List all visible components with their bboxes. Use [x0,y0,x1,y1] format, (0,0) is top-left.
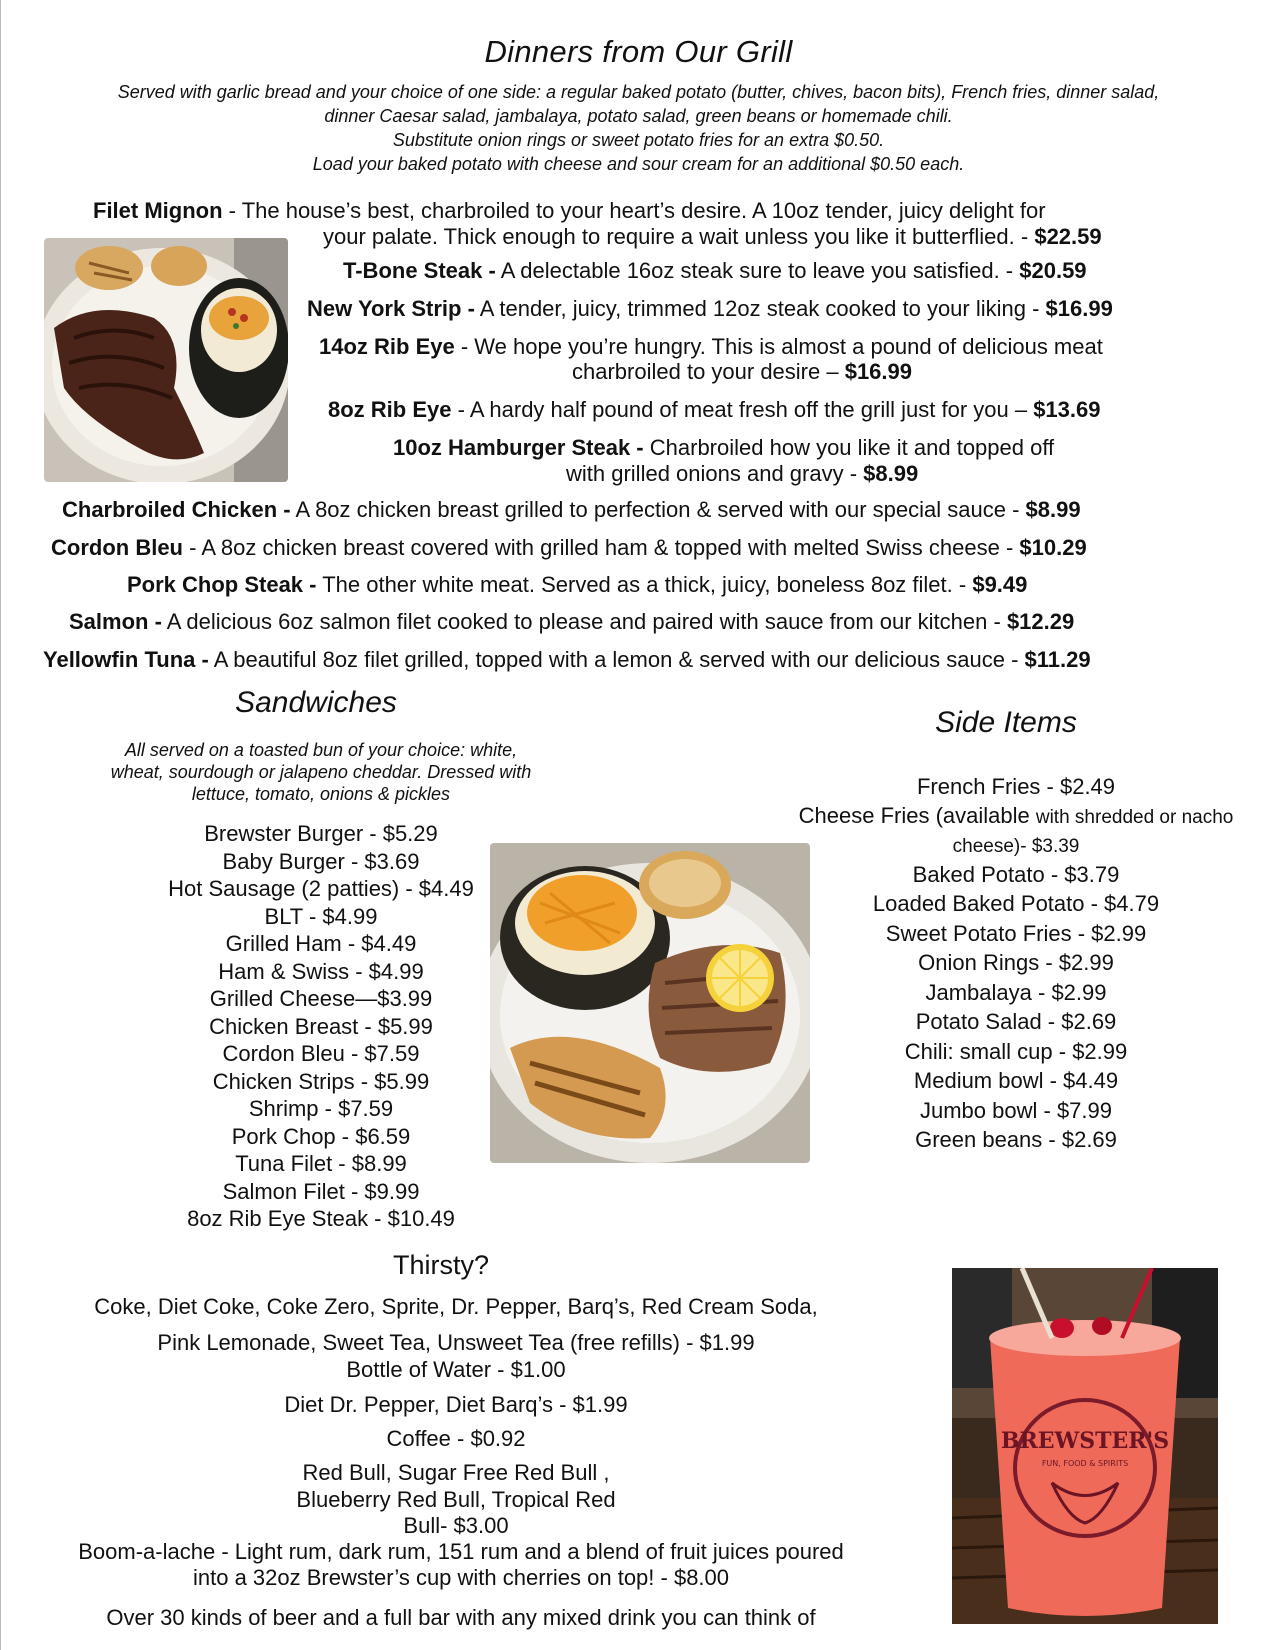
list-item: Onion Rings - $2.99 [918,950,1114,975]
dish-name: T-Bone Steak - [343,258,496,283]
sandwich-list [101,820,541,1233]
dish-new-york-strip [307,296,1113,322]
dish-name: New York Strip - [307,296,475,321]
dish-hamburger-steak-line2 [566,461,918,487]
dish-desc: A delectable 16oz steak sure to leave you satisfied. - [495,258,1020,283]
dish-price: $11.29 [1024,647,1091,672]
list-item: 8oz Rib Eye Steak - $10.49 [187,1206,455,1231]
list-item: Green beans - $2.69 [915,1127,1117,1152]
dish-8oz-rib-eye [328,397,1100,423]
intro-line: Served with garlic bread and your choice of one side: a regular baked potato (butter, chives, bacon bits), French fries, dinner salad, [117,82,1160,102]
dish-yellowfin-tuna [43,647,1091,673]
note-line: All served on a toasted bun of your choice: white, [124,740,518,760]
dish-pork-chop-steak [127,572,1027,598]
dish-cordon-bleu [51,535,1087,561]
dish-price: $16.99 [844,359,912,384]
steak-photo [44,238,288,482]
drink-line: Diet Dr. Pepper, Diet Barq’s - $1.99 [284,1392,628,1417]
dish-sep: - [222,198,242,223]
dish-price: $9.49 [972,572,1028,597]
dish-hamburger-steak [393,435,1054,461]
cup-logo-text: BREWSTER'S [1000,1428,1170,1454]
dish-price: $22.59 [1034,224,1102,249]
dish-desc: charbroiled to your desire – [572,359,845,384]
drink-line: into a 32oz Brewster’s cup with cherries on top! - $8.00 [192,1565,730,1590]
dish-name: Cordon Bleu [51,535,183,560]
list-item: Baby Burger - $3.69 [222,848,420,874]
list-item: Jambalaya - $2.99 [925,979,1107,1005]
sandwiches-title: Sandwiches [235,686,397,719]
list-item: BLT - $4.99 [264,903,378,929]
drink-line: Red Bull, Sugar Free Red Bull , [302,1460,610,1485]
dish-desc: The other white meat. Served as a thick, juicy, boneless 8oz filet. - [316,572,973,597]
dinners-title: Dinners from Our Grill [484,34,793,69]
note-line: lettuce, tomato, onions & pickles [191,784,451,804]
dish-desc: with grilled onions and gravy - [566,461,864,486]
dish-name: Charbroiled Chicken - [62,497,291,522]
list-item: Tuna Filet - $8.99 [235,1151,407,1176]
side-list [761,772,1271,1155]
dish-desc: A beautiful 8oz filet grilled, topped with a lemon & served with our delicious sauce - [208,647,1025,672]
dish-desc: A delicious 6oz salmon filet cooked to please and paired with sauce from our kitchen - [161,609,1007,634]
brewsters-cup-image [952,1268,1218,1624]
list-item: Grilled Cheese—$3.99 [209,986,433,1011]
list-item: Sweet Potato Fries - $2.99 [885,920,1147,946]
dish-name: Pork Chop Steak - [127,572,317,597]
dish-desc: - A hardy half pound of meat fresh off the grill just for you – [451,397,1034,422]
cheese-fries-price: cheese)- $3.39 [952,835,1080,857]
dish-desc: Charbroiled how you like it and topped off [643,435,1055,460]
list-item: Brewster Burger - $5.29 [204,821,438,846]
drink-line: Bottle of Water - $1.00 [346,1357,566,1382]
list-item: Baked Potato - $3.79 [912,861,1120,887]
list-item: Jumbo bowl - $7.99 [920,1097,1112,1123]
dish-price: $10.29 [1019,535,1087,560]
dish-desc: A tender, juicy, trimmed 12oz steak cooked to your liking - [474,296,1046,321]
list-item: Loaded Baked Potato - $4.79 [872,891,1160,916]
drink-line: Coffee - $0.92 [386,1426,526,1451]
dish-name: Filet Mignon [93,198,223,223]
intro-line: dinner Caesar salad, jambalaya, potato salad, green beans or homemade chili. [324,106,953,126]
dish-name: 8oz Rib Eye [328,397,452,422]
list-item-cheese-fries [761,802,1271,831]
drink-line: Over 30 kinds of beer and a full bar with any mixed drink you can think of [106,1605,816,1630]
sides-title: Side Items [935,706,1077,739]
list-item: Shrimp - $7.59 [248,1096,394,1121]
list-item: Chicken Strips - $5.99 [212,1068,430,1094]
dish-price: $8.99 [1025,497,1081,522]
dish-t-bone [343,258,1087,284]
list-item: French Fries - $2.49 [916,774,1116,799]
drink-line: Pink Lemonade, Sweet Tea, Unsweet Tea (free refills) - $1.99 [157,1330,755,1355]
dish-price: $20.59 [1019,258,1087,283]
dish-price: $12.29 [1006,609,1075,634]
list-item: Grilled Ham - $4.49 [225,931,417,956]
dish-salmon [69,609,1074,635]
list-item: Chicken Breast - $5.99 [209,1013,433,1039]
list-item: Ham & Swiss - $4.99 [218,958,424,984]
dish-price: $16.99 [1045,296,1113,321]
dish-price: $13.69 [1033,397,1101,422]
intro-line: Substitute onion rings or sweet potato fries for an extra $0.50. [392,130,885,150]
sandwiches-note [41,739,601,805]
dish-name: 10oz Hamburger Steak - [393,435,644,460]
dish-14oz-rib-eye-line2 [572,359,912,385]
dish-price: $8.99 [863,461,919,486]
list-item: Medium bowl - $4.49 [913,1068,1119,1093]
list-item: Pork Chop - $6.59 [231,1123,411,1149]
dish-name: Yellowfin Tuna - [43,647,209,672]
dish-name: Salmon - [69,609,162,634]
drink-photo [952,1268,1218,1624]
drink-line: Blueberry Red Bull, Tropical Red [296,1487,616,1512]
list-item: Hot Sausage (2 patties) - $4.49 [168,876,474,901]
dish-filet-mignon-line2 [323,224,1102,250]
list-item: Chili: small cup - $2.99 [904,1038,1128,1064]
dish-desc: - A 8oz chicken breast covered with grilled ham & topped with melted Swiss cheese - [183,535,1020,560]
drink-line: Boom-a-lache - Light rum, dark rum, 151 rum and a blend of fruit juices poured [78,1539,844,1564]
intro-line: Load your baked potato with cheese and sour cream for an additional $0.50 each. [312,154,965,174]
dish-filet-mignon [93,198,1046,224]
list-item: Cordon Bleu - $7.59 [222,1041,420,1066]
list-item: Salmon Filet - $9.99 [222,1178,420,1204]
dish-desc: The house’s best, charbroiled to your heart’s desire. A 10oz tender, juicy delight for [241,198,1046,223]
dish-desc: your palate. Thick enough to require a wait unless you like it butterflied. - [323,224,1035,249]
dish-desc: A 8oz chicken breast grilled to perfection & served with our special sauce - [290,497,1026,522]
dinners-intro [21,80,1256,176]
dish-name: 14oz Rib Eye [319,334,455,359]
list-item-cheese-fries-line2 [761,831,1271,860]
drinks-title: Thirsty? [392,1250,490,1280]
list-item: Potato Salad - $2.69 [915,1009,1117,1034]
dish-desc: - We hope you’re hungry. This is almost a pound of delicious meat [454,334,1103,359]
steak-plate-image [44,238,288,482]
drink-line: Bull- $3.00 [403,1513,509,1538]
cheese-fries-label: Cheese Fries (available [798,802,1036,828]
dish-14oz-rib-eye [319,334,1103,360]
dish-charbroiled-chicken [62,497,1081,523]
drink-line: Coke, Diet Coke, Coke Zero, Sprite, Dr. Pepper, Barq’s, Red Cream Soda, [94,1294,818,1319]
cheese-fries-note: with shredded or nacho [1035,806,1234,828]
cup-logo-sub: FUN, FOOD & SPIRITS [1041,1459,1129,1468]
note-line: wheat, sourdough or jalapeno cheddar. Dressed with [110,762,532,782]
